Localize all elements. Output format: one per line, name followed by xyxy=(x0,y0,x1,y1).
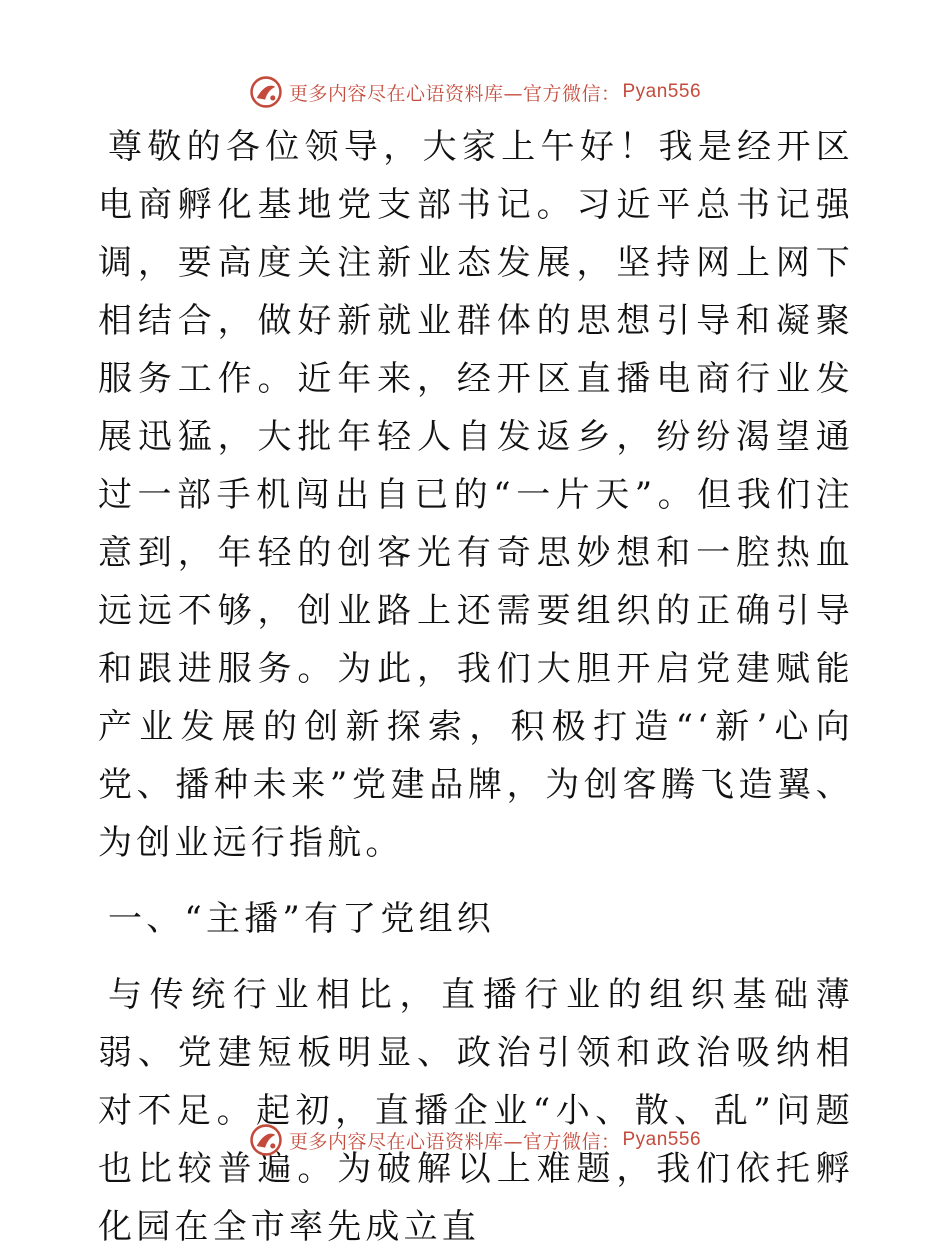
watermark-text: 更多内容尽在心语资料库—官方微信： xyxy=(288,82,621,105)
brand-logo-icon xyxy=(249,1123,283,1157)
section-heading-1: 一、“主播”有了党组织 xyxy=(108,899,495,939)
watermark-wechat-id: Pyan556 xyxy=(622,1129,702,1150)
watermark-text: 更多内容尽在心语资料库—官方微信： xyxy=(288,1130,621,1153)
watermark-wechat-id: Pyan556 xyxy=(622,81,702,102)
header-watermark xyxy=(0,72,950,112)
paragraph-section-1: 与传统行业相比，直播行业的组织基础薄弱、党建短板明显、政治引领和政治吸纳相对不足。起初，直播企业“小、散、乱”问题也比较普遍。为破解以上难题，我们依托孵化园在全市率先成立直 xyxy=(98,975,854,1247)
paragraph-opening: 尊敬的各位领导，大家上午好！我是经开区电商孵化基地党支部书记。习近平总书记强调，要高度关注新业态发展，坚持网上网下相结合，做好新就业群体的思想引导和凝聚服务工作。近年来，经开区直播电商行业发展迅猛，大批年轻人自发返乡，纷纷渴望通过一部手机闯出自已的“一片天”。但我们注意到，年轻的创客光有奇思妙想和一腔热血远远不够，创业路上还需要组织的正确引导和跟进服务。为此，我们大胆开启党建赋能产业发展的创新探索，积极打造“‘新’心向党、播种未来”党建品牌，为创客腾飞造翼、为创业远行指航。 xyxy=(98,127,854,863)
document-body xyxy=(98,118,854,1256)
brand-logo-icon xyxy=(249,75,283,109)
footer-watermark xyxy=(0,1120,950,1160)
